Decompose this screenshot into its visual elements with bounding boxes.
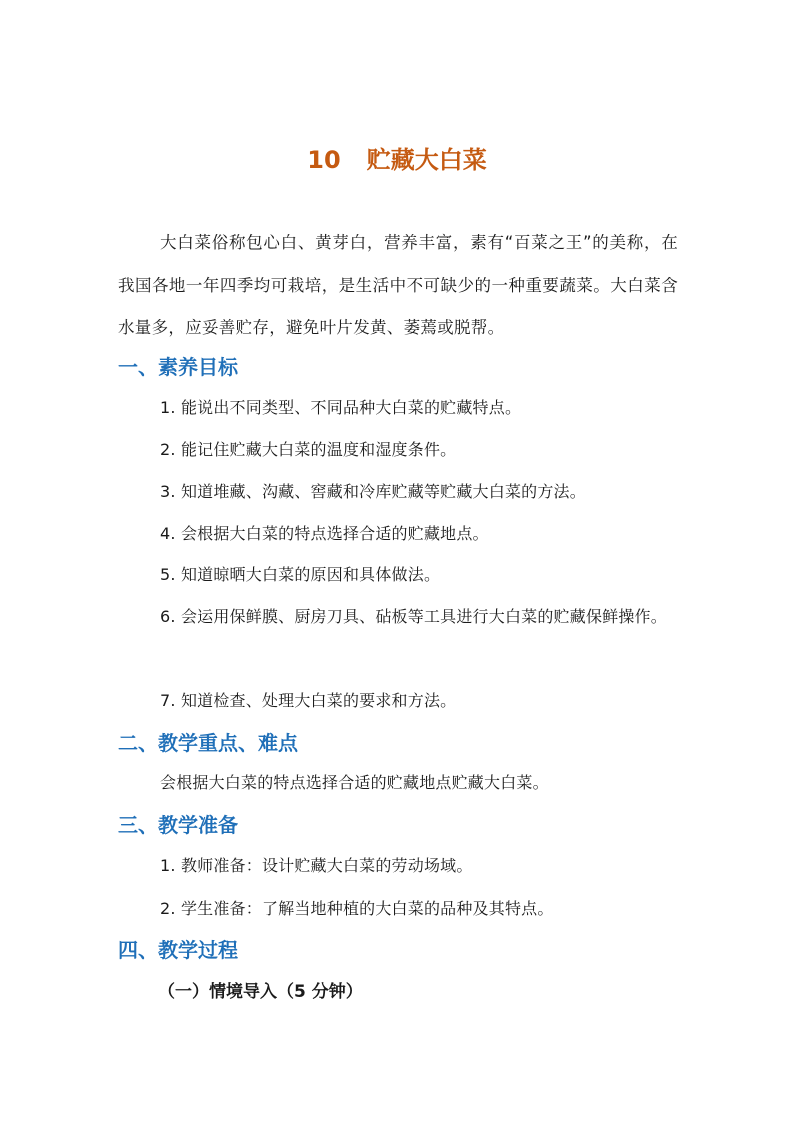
section-heading-process: 四、教学过程 bbox=[118, 938, 238, 962]
intro-paragraph: 大白菜俗称包心白、黄芽白，营养丰富，素有“百菜之王”的美称，在我国各地一年四季均可栽培，是生活中不可缺少的一种重要蔬菜。大白菜含水量多，应妥善贮存，避免叶片发黄、萎蔫或脱帮。 bbox=[118, 233, 678, 337]
goal-item: 4. 会根据大白菜的特点选择合适的贮藏地点。 bbox=[160, 524, 489, 543]
page-title bbox=[0, 143, 794, 177]
preparation-item: 1. 教师准备：设计贮藏大白菜的劳动场域。 bbox=[160, 856, 473, 875]
goal-item: 1. 能说出不同类型、不同品种大白菜的贮藏特点。 bbox=[160, 398, 522, 417]
lesson-title: 贮藏大白菜 bbox=[366, 146, 487, 174]
goal-item: 7. 知道检查、处理大白菜的要求和方法。 bbox=[160, 691, 457, 710]
goal-item: 3. 知道堆藏、沟藏、窖藏和冷库贮藏等贮藏大白菜的方法。 bbox=[160, 482, 586, 501]
key-point-text: 会根据大白菜的特点选择合适的贮藏地点贮藏大白菜。 bbox=[160, 773, 549, 792]
section-heading-preparation: 三、教学准备 bbox=[118, 813, 238, 837]
goal-item: 5. 知道晾晒大白菜的原因和具体做法。 bbox=[160, 565, 441, 584]
goal-item: 2. 能记住贮藏大白菜的温度和湿度条件。 bbox=[160, 440, 457, 459]
section-heading-literacy-goals: 一、素养目标 bbox=[118, 355, 238, 379]
lesson-number: 10 bbox=[307, 146, 341, 174]
goal-item: 6. 会运用保鲜膜、厨房刀具、砧板等工具进行大白菜的贮藏保鲜操作。 bbox=[160, 607, 667, 626]
subsection-heading: （一）情境导入（5 分钟） bbox=[158, 982, 363, 1002]
preparation-item: 2. 学生准备：了解当地种植的大白菜的品种及其特点。 bbox=[160, 899, 554, 918]
section-heading-key-points: 二、教学重点、难点 bbox=[118, 731, 298, 755]
